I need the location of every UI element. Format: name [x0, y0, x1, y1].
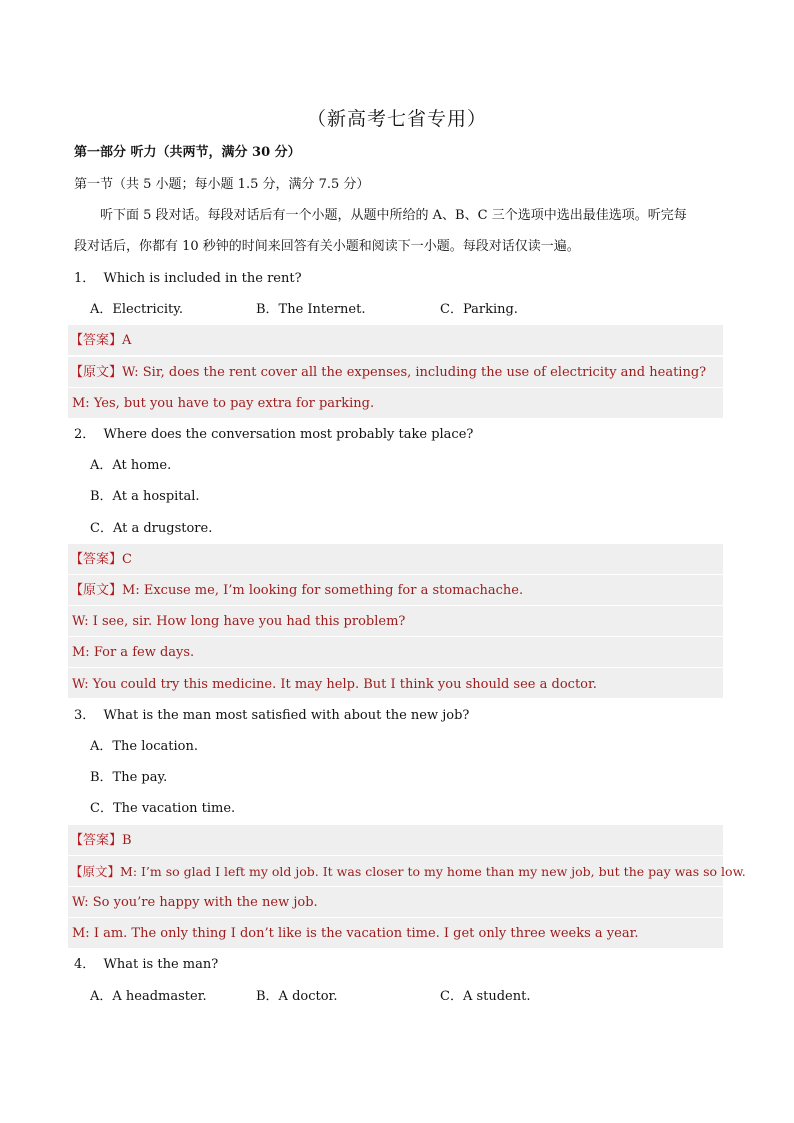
answer-label: 【答案】 — [70, 552, 123, 567]
question-number: 4． — [74, 957, 96, 972]
q4-option-b: B．A doctor. — [256, 989, 338, 1004]
answer-value: B — [122, 833, 132, 848]
question-text: Which is included in the rent? — [103, 271, 302, 286]
answer-label: 【答案】 — [70, 333, 123, 348]
transcript-text: W: Sir, does the rent cover all the expenses, including the use of electricity and heating? — [122, 365, 707, 380]
transcript-text: M: Excuse me, I’m looking for something for a stomachache. — [122, 583, 524, 598]
instructions-line-1: 听下面 5 段对话。每段对话后有一个小题，从题中所给的 A、B、C 三个选项中选出最佳选项。听完每 — [100, 208, 687, 223]
q3-option-a: A．The location. — [90, 739, 198, 754]
q2-transcript-line-3: M: For a few days. — [72, 645, 195, 660]
q1-transcript-line-1 — [70, 365, 706, 381]
transcript-label: 【原文】 — [70, 365, 123, 380]
answer-band — [68, 825, 723, 855]
q4-option-a: A．A headmaster. — [90, 989, 207, 1004]
q1-option-a: A．Electricity. — [90, 302, 184, 317]
question-1 — [74, 271, 302, 287]
q2-transcript-line-4: W: You could try this medicine. It may help. But I think you should see a doctor. — [72, 677, 597, 692]
question-3 — [74, 708, 469, 724]
transcript-text: M: I’m so glad I left my old job. It was closer to my home than my new job, but the pay was so low. — [120, 864, 746, 879]
answer-value: C — [122, 552, 132, 567]
q3-option-b: B．The pay. — [90, 770, 168, 785]
q2-answer — [70, 552, 132, 568]
question-number: 2． — [74, 427, 96, 442]
question-text: Where does the conversation most probably take place? — [103, 427, 474, 442]
page-title: （新高考七省专用） — [306, 108, 487, 130]
q1-option-c: C．Parking. — [440, 302, 518, 317]
q1-transcript-line-2: M: Yes, but you have to pay extra for parking. — [72, 396, 375, 411]
answer-label: 【答案】 — [70, 833, 123, 848]
q3-option-c: C．The vacation time. — [90, 801, 236, 816]
q3-transcript-line-1 — [70, 864, 746, 880]
q2-option-a: A．At home. — [90, 458, 172, 473]
q2-option-c: C．At a drugstore. — [90, 521, 213, 536]
question-4 — [74, 957, 218, 973]
q2-transcript-line-1 — [70, 583, 523, 599]
q2-option-b: B．At a hospital. — [90, 489, 200, 504]
question-number: 3． — [74, 708, 96, 723]
transcript-label: 【原文】 — [70, 864, 121, 879]
section-heading: 第一节（共 5 小题；每小题 1.5 分，满分 7.5 分） — [74, 177, 370, 192]
question-2 — [74, 427, 473, 443]
question-number: 1． — [74, 271, 96, 286]
part-heading: 第一部分 听力（共两节，满分 30 分） — [74, 145, 301, 160]
q3-transcript-line-3: M: I am. The only thing I don’t like is the vacation time. I get only three weeks a year. — [72, 926, 639, 941]
q1-option-b: B．The Internet. — [256, 302, 366, 317]
q4-option-c: C．A student. — [440, 989, 531, 1004]
q1-answer — [70, 333, 131, 349]
q3-transcript-line-2: W: So you’re happy with the new job. — [72, 895, 318, 910]
instructions-line-2: 段对话后，你都有 10 秒钟的时间来回答有关小题和阅读下一小题。每段对话仅读一遍。 — [74, 239, 580, 254]
answer-band — [68, 325, 723, 355]
question-text: What is the man? — [103, 957, 219, 972]
question-text: What is the man most satisfied with about the new job? — [103, 708, 470, 723]
answer-band — [68, 544, 723, 574]
q2-transcript-line-2: W: I see, sir. How long have you had this problem? — [72, 614, 406, 629]
answer-value: A — [122, 333, 132, 348]
q3-answer — [70, 833, 132, 849]
transcript-label: 【原文】 — [70, 583, 123, 598]
